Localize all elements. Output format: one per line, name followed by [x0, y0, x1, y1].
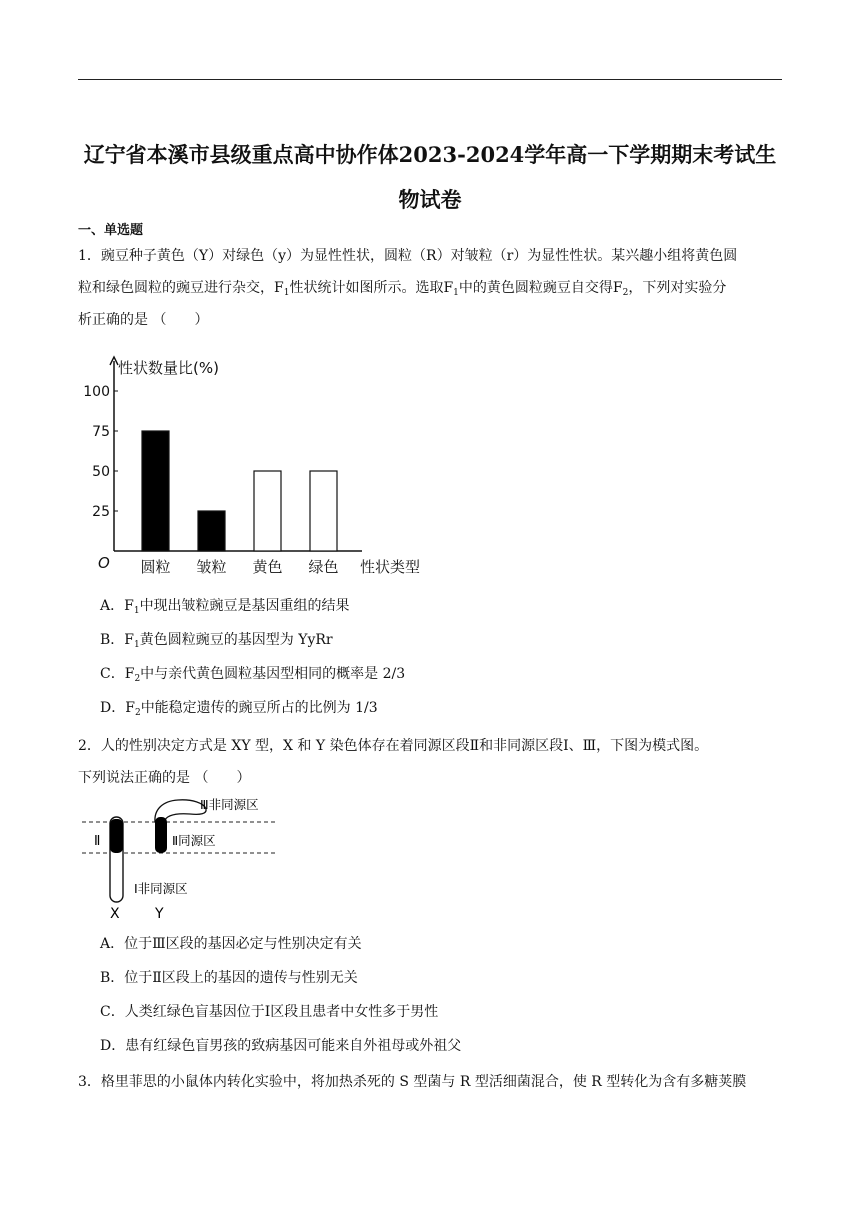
- xy-chromosome-diagram: [78, 795, 318, 930]
- origin-label: O: [98, 554, 110, 572]
- question-1-line-1: 1．豌豆种子黄色（Y）对绿色（y）为显性性状，圆粒（R）对皱粒（r）为显性性状。某兴趣小组将黄色圆: [78, 248, 738, 264]
- question-3-line-1: 3．格里菲思的小鼠体内转化实验中，将加热杀死的 S 型菌与 R 型活细菌混合，使 R 型转化为含有多糖荚膜: [78, 1074, 747, 1090]
- y-tick-label-50: 50: [92, 464, 110, 480]
- bar-圆粒: [142, 431, 169, 551]
- q1-option-a[interactable]: A．$F_1$中现出皱粒豌豆是基因重组的结果: [100, 598, 350, 616]
- chart-ticks: [83, 384, 118, 520]
- chart-bars: [142, 431, 337, 551]
- x-homologous-segment: [110, 819, 123, 853]
- label-x: X: [110, 906, 120, 922]
- q1-option-c[interactable]: C．$F_2$中与亲代黄色圆粒基因型相同的概率是 2/3: [100, 666, 406, 684]
- bar-绿色: [310, 471, 337, 551]
- category-label-绿色: 绿色: [308, 558, 339, 576]
- q1-option-b[interactable]: B．$F_1$黄色圆粒豌豆的基因型为 YyRr: [100, 632, 333, 650]
- q1-option-d[interactable]: D．$F_2$中能稳定遗传的豌豆所占的比例为 1/3: [100, 700, 378, 718]
- question-1-line-2: 粒和绿色圆粒的豌豆进行杂交，$F_1$性状统计如图所示。选取$F_1$中的黄色圆粒豌豆自交得$F_2$，下列对实验分: [78, 280, 727, 298]
- y-homologous-segment: [155, 817, 167, 853]
- label-ii-homologous: Ⅱ同源区: [172, 833, 216, 848]
- y-tick-label-25: 25: [92, 504, 110, 520]
- q2-option-c[interactable]: C．人类红绿色盲基因位于Ⅰ区段且患者中女性多于男性: [100, 1004, 439, 1020]
- category-label-黄色: 黄色: [252, 558, 283, 576]
- category-label-圆粒: 圆粒: [140, 558, 171, 576]
- page-title: 辽宁省本溪市县级重点高中协作体2023-2024学年高一下学期期末考试生物试卷: [83, 142, 777, 212]
- question-2-line-2: 下列说法正确的是 （ ）: [78, 770, 251, 786]
- label-i-nonhomologous: Ⅰ非同源区: [134, 881, 188, 896]
- q2-option-a[interactable]: A．位于Ⅲ区段的基因必定与性别决定有关: [100, 936, 362, 952]
- section-heading: 一、单选题: [78, 223, 144, 238]
- label-ii-left: Ⅱ: [94, 834, 101, 849]
- trait-ratio-chart: [80, 345, 440, 585]
- bar-皱粒: [198, 511, 225, 551]
- header-rule: [78, 79, 782, 80]
- label-iii-nonhomologous: Ⅲ非同源区: [200, 797, 259, 812]
- y-tick-label-100: 100: [83, 384, 110, 400]
- bar-黄色: [254, 471, 281, 551]
- category-label-皱粒: 皱粒: [196, 558, 227, 576]
- label-y: Y: [155, 906, 164, 922]
- y-tick-label-75: 75: [92, 424, 110, 440]
- question-1-line-3: 析正确的是 （ ）: [78, 312, 209, 328]
- q2-option-b[interactable]: B．位于Ⅱ区段上的基因的遗传与性别无关: [100, 970, 358, 986]
- question-2-line-1: 2．人的性别决定方式是 XY 型，X 和 Y 染色体存在着同源区段Ⅱ和非同源区段Ⅰ、Ⅲ，下图为模式图。: [78, 738, 709, 754]
- x-axis-label: 性状类型: [360, 558, 421, 576]
- y-axis-label: 性状数量比(%): [118, 359, 219, 377]
- q2-option-d[interactable]: D．患有红绿色盲男孩的致病基因可能来自外祖母或外祖父: [100, 1038, 462, 1054]
